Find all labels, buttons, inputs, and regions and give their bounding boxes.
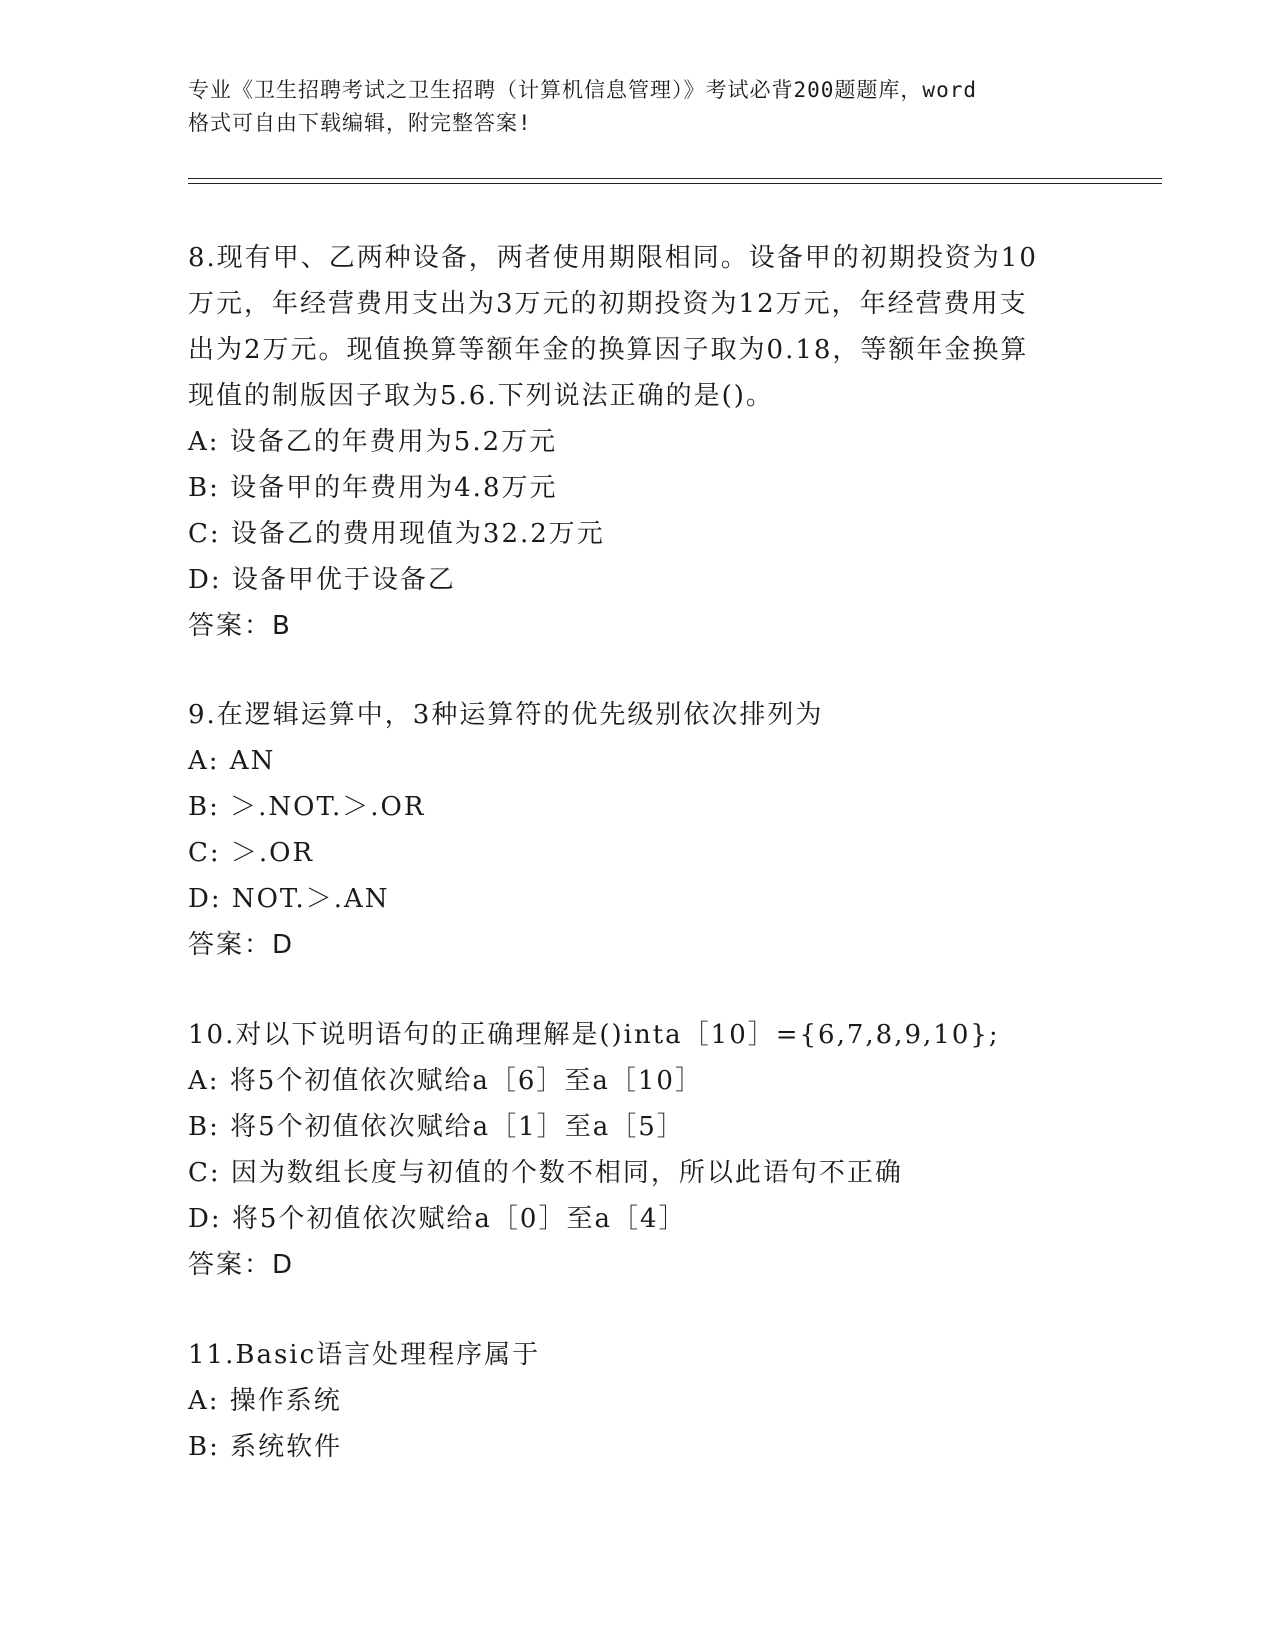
option-b: B: 设备甲的年费用为4.8万元 xyxy=(188,473,558,503)
option-a: A: 操作系统 xyxy=(188,1386,342,1416)
question-10 xyxy=(188,1012,1088,1288)
option-a: A: 将5个初值依次赋给a［6］至a［10］ xyxy=(188,1066,703,1096)
option-a: A: AN xyxy=(188,746,276,776)
header-divider-bottom xyxy=(188,183,1162,184)
answer-line: 答案：D xyxy=(188,930,295,960)
option-b: B: 系统软件 xyxy=(188,1432,343,1462)
question-stem-line: 万元，年经营费用支出为3万元的初期投资为12万元，年经营费用支 xyxy=(188,289,1028,319)
question-11 xyxy=(188,1332,1088,1470)
answer-line: 答案：B xyxy=(188,611,292,641)
answer-line: 答案：D xyxy=(188,1250,295,1280)
header-line-1: 专业《卫生招聘考试之卫生招聘（计算机信息管理）》考试必背200题题库，word xyxy=(188,78,977,102)
option-c: C: 设备乙的费用现值为32.2万元 xyxy=(188,519,605,549)
question-stem-line: 10.对以下说明语句的正确理解是()inta［10］={6,7,8,9,10}; xyxy=(188,1020,1000,1050)
document-header xyxy=(188,74,1088,140)
question-8 xyxy=(188,235,1088,649)
option-d: D: NOT.＞.AN xyxy=(188,884,390,914)
option-c: C: 因为数组长度与初值的个数不相同，所以此语句不正确 xyxy=(188,1158,903,1188)
question-stem-line: 8.现有甲、乙两种设备，两者使用期限相同。设备甲的初期投资为10 xyxy=(188,243,1038,273)
option-d: D: 将5个初值依次赋给a［0］至a［4］ xyxy=(188,1204,687,1234)
question-stem-line: 9.在逻辑运算中，3种运算符的优先级别依次排列为 xyxy=(188,700,824,730)
option-d: D: 设备甲优于设备乙 xyxy=(188,565,456,595)
question-stem-line: 11.Basic语言处理程序属于 xyxy=(188,1340,541,1370)
option-b: B: ＞.NOT.＞.OR xyxy=(188,792,426,822)
option-b: B: 将5个初值依次赋给a［1］至a［5］ xyxy=(188,1112,685,1142)
header-divider-top xyxy=(188,178,1162,179)
question-stem-line: 现值的制版因子取为5.6.下列说法正确的是()。 xyxy=(188,381,774,411)
question-9 xyxy=(188,692,1088,968)
header-line-2: 格式可自由下载编辑，附完整答案! xyxy=(188,111,532,135)
question-stem-line: 出为2万元。现值换算等额年金的换算因子取为0.18，等额年金换算 xyxy=(188,335,1029,365)
option-c: C: ＞.OR xyxy=(188,838,315,868)
option-a: A: 设备乙的年费用为5.2万元 xyxy=(188,427,558,457)
